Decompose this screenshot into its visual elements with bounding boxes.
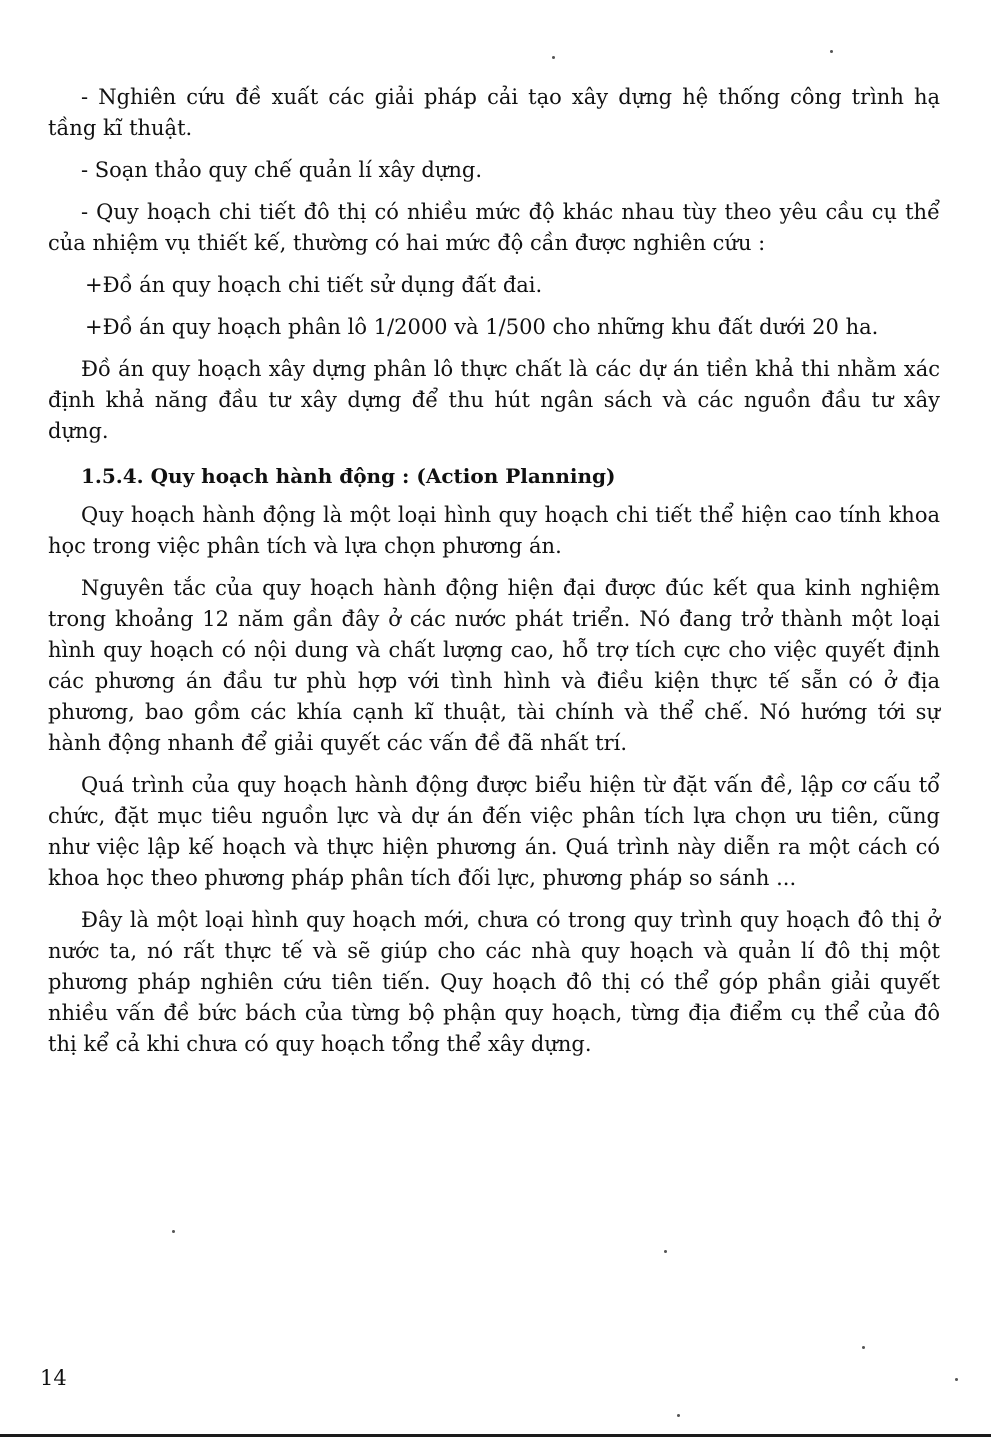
paragraph-3: - Quy hoạch chi tiết đô thị có nhiều mức độ khác nhau tùy theo yêu cầu cụ thể của nhiệm vụ thiết kế, thường có hai mức độ cần được nghiên cứu :	[48, 200, 940, 255]
page-bottom-edge	[0, 1434, 991, 1437]
paragraph-6: Đồ án quy hoạch xây dựng phân lô thực chất là các dự án tiền khả thi nhằm xác định khả năng đầu tư xây dựng để thu hút ngân sách và các nguồn đầu tư xây dựng.	[48, 357, 940, 443]
body-text	[48, 82, 940, 1071]
scan-speck	[862, 1346, 865, 1349]
paragraph-4: +Đồ án quy hoạch chi tiết sử dụng đất đai.	[85, 273, 543, 297]
scan-speck	[552, 56, 555, 59]
scan-speck	[677, 1414, 680, 1417]
paragraph-5: +Đồ án quy hoạch phân lô 1/2000 và 1/500 cho những khu đất dưới 20 ha.	[85, 315, 879, 339]
section-heading: 1.5.4. Quy hoạch hành động : (Action Planning)	[81, 464, 616, 488]
paragraph-7: Quy hoạch hành động là một loại hình quy hoạch chi tiết thể hiện cao tính khoa học trong việc phân tích và lựa chọn phương án.	[48, 503, 940, 558]
paragraph-2: - Soạn thảo quy chế quản lí xây dựng.	[81, 158, 483, 182]
scan-speck	[830, 50, 833, 53]
paragraph-10: Đây là một loại hình quy hoạch mới, chưa có trong quy trình quy hoạch đô thị ở nước ta, nó rất thực tế và sẽ giúp cho các nhà quy hoạch và quản lí đô thị một phương pháp nghiên cứu tiên tiến. Quy hoạch đô thị có thể góp phần giải quyết nhiều vấn đề bức bách của từng bộ phận quy hoạch, từng địa điểm cụ thể của đô thị kể cả khi chưa có quy hoạch tổng thể xây dựng.	[48, 908, 940, 1056]
paragraph-9: Quá trình của quy hoạch hành động được biểu hiện từ đặt vấn đề, lập cơ cấu tổ chức, đặt mục tiêu nguồn lực và dự án đến việc phân tích lựa chọn ưu tiên, cũng như việc lập kế hoạch và thực hiện phương án. Quá trình này diễn ra một cách có khoa học theo phương pháp phân tích đối lực, phương pháp so sánh ...	[48, 773, 940, 890]
scan-speck	[664, 1250, 667, 1253]
scan-speck	[172, 1230, 175, 1233]
paragraph-1: - Nghiên cứu đề xuất các giải pháp cải tạo xây dựng hệ thống công trình hạ tầng kĩ thuật.	[48, 85, 940, 140]
scan-speck	[955, 1378, 958, 1381]
page-number: 14	[40, 1366, 67, 1390]
paragraph-8: Nguyên tắc của quy hoạch hành động hiện đại được đúc kết qua kinh nghiệm trong khoảng 12 năm gần đây ở các nước phát triển. Nó đang trở thành một loại hình quy hoạch có nội dung và chất lượng cao, hỗ trợ tích cực cho việc quyết định các phương án đầu tư phù hợp với tình hình và điều kiện thực tế sẵn có ở địa phương, bao gồm các khía cạnh kĩ thuật, tài chính và thể chế. Nó hướng tới sự hành động nhanh để giải quyết các vấn đề đã nhất trí.	[48, 576, 940, 755]
